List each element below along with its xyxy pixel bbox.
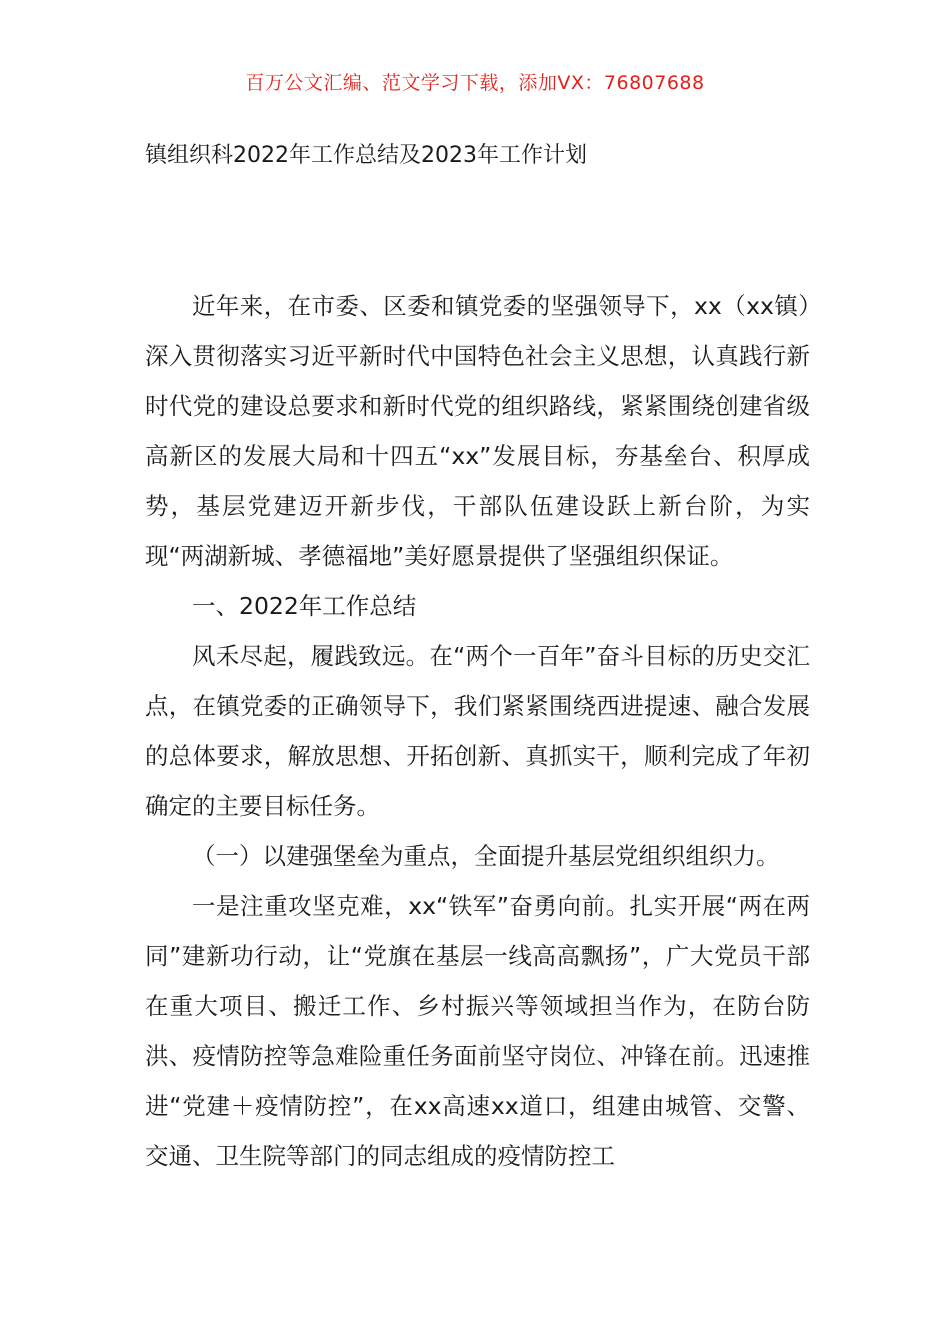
paragraph-detail: 一是注重攻坚克难，xx“铁军”奋勇向前。扎实开展“两在两同”建新功行动，让“党旗在基层一线高高飘扬”，广大党员干部在重大项目、搬迁工作、乡村振兴等领域担当作为，在防台防洪、疫情防控等急难险重任务面前坚守岗位、冲锋在前。迅速推进“党建＋疫情防控”，在xx高速xx道口，组建由城管、交警、交通、卫生院等部门的同志组成的疫情防控工 [145, 892, 810, 1170]
section-heading: 一、2022年工作总结 [192, 592, 417, 620]
document-body [145, 281, 810, 1181]
subsection-heading: （一）以建强堡垒为重点，全面提升基层党组织组织力。 [192, 842, 780, 870]
watermark-header: 百万公文汇编、范文学习下载，添加VX：76807688 [245, 72, 705, 94]
paragraph-intro: 近年来，在市委、区委和镇党委的坚强领导下，xx（xx镇）深入贯彻落实习近平新时代中国特色社会主义思想，认真践行新时代党的建设总要求和新时代党的组织路线，紧紧围绕创建省级高新区的发展大局和十四五“xx”发展目标，夯基垒台、积厚成势，基层党建迈开新步伐，干部队伍建设跃上新台阶，为实现“两湖新城、孝德福地”美好愿景提供了坚强组织保证。 [145, 292, 810, 570]
document-title: 镇组织科2022年工作总结及2023年工作计划 [145, 143, 587, 168]
paragraph-summary: 风禾尽起，履践致远。在“两个一百年”奋斗目标的历史交汇点，在镇党委的正确领导下，我们紧紧围绕西进提速、融合发展的总体要求，解放思想、开拓创新、真抓实干，顺利完成了年初确定的主要目标任务。 [145, 642, 810, 820]
